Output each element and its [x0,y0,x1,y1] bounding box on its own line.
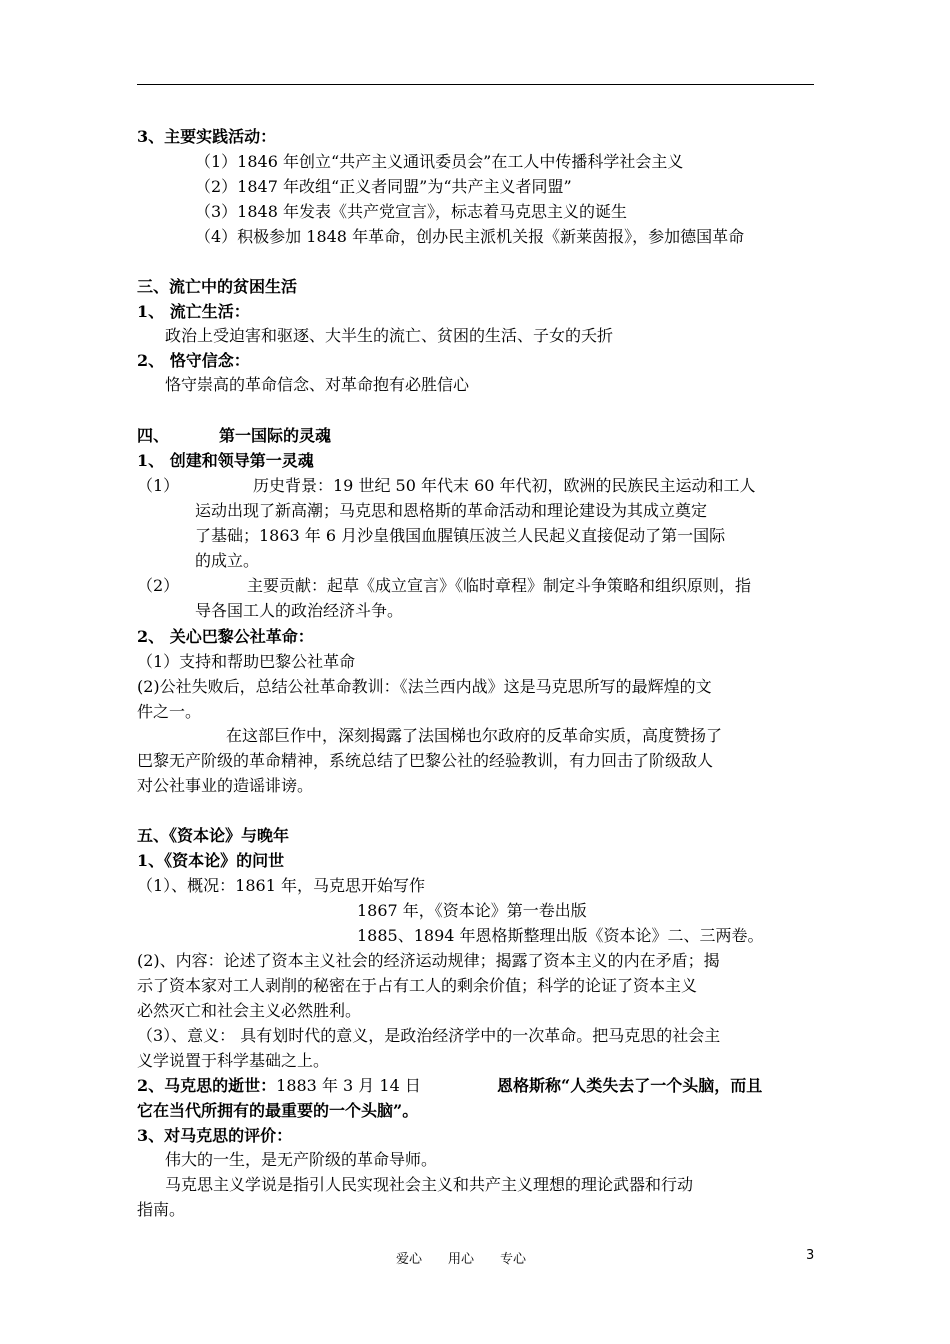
content-line-3: 必然灭亡和社会主义必然胜利。 [137,1001,362,1020]
death-heading: 2、马克思的逝世： [137,1076,277,1095]
paris-commune-heading: 2、 关心巴黎公社革命： [137,627,314,646]
practice-item-2: （2）1847 年改组“正义者同盟”为“共产主义者同盟” [195,177,572,196]
background-line-2: 运动出现了新高潮；马克思和恩格斯的革命活动和理论建设为其成立奠定 [195,501,708,520]
civil-war-para-line-2: 巴黎无产阶级的革命精神，系统总结了巴黎公社的经验教训，有力回击了阶级敌人 [137,751,714,770]
background-line-1: 历史背景：19 世纪 50 年代末 60 年代初，欧洲的民族民主运动和工人 [253,476,756,495]
practice-item-3: （3）1848 年发表《共产党宣言》，标志着马克思主义的诞生 [195,202,627,221]
contribution-line-2: 导各国工人的政治经济斗争。 [195,601,404,620]
header-rule [137,84,814,85]
overview-line-2: 1867 年，《资本论》第一卷出版 [357,901,587,920]
section-4-title [137,424,331,448]
paris-lessons-line-2: 件之一。 [137,702,202,721]
significance-line-1: （3）、意义： 具有划时代的意义，是政治经济学中的一次革命。把马克思的社会主 [137,1026,721,1045]
engels-quote-line-1: 恩格斯称“人类失去了一个头脑，而且 [497,1076,763,1095]
evaluation-line-1: 伟大的一生，是无产阶级的革命导师。 [165,1150,438,1169]
section-3-title: 三、流亡中的贫困生活 [137,277,298,296]
practice-item-4: （4）积极参加 1848 年革命，创办民主派机关报《新莱茵报》，参加德国革命 [195,227,745,246]
contribution-number: （2） [137,576,180,595]
footer-motto: 爱心 用心 专心 [396,1252,527,1267]
section-4-number: 四、 [137,426,170,445]
evaluation-heading: 3、对马克思的评价： [137,1126,293,1145]
exile-life-heading: 1、 流亡生活： [137,302,250,321]
first-international-heading: 1、 创建和领导第一灵魂 [137,451,314,470]
background-line-3: 了基础；1863 年 6 月沙皇俄国血腥镇压波兰人民起义直接促动了第一国际 [195,526,726,545]
civil-war-para-line-1: 在这部巨作中，深刻揭露了法国梯也尔政府的反革命实质，高度赞扬了 [226,726,723,745]
paris-lessons-line-1: (2)公社失败后，总结公社革命教训：《法兰西内战》这是马克思所写的最辉煌的文 [137,677,712,696]
significance-line-2: 义学说置于科学基础之上。 [137,1051,330,1070]
engels-quote-line-2: 它在当代所拥有的最重要的一个头脑”。 [137,1101,419,1120]
section-5-title: 五、《资本论》与晚年 [137,826,290,845]
belief-heading: 2、 恪守信念： [137,351,250,370]
evaluation-line-3: 指南。 [137,1200,186,1219]
practice-item-1: （1）1846 年创立“共产主义通讯委员会”在工人中传播科学社会主义 [195,152,684,171]
capital-heading: 1、《资本论》的问世 [137,851,285,870]
civil-war-para-line-3: 对公社事业的造谣诽谤。 [137,776,314,795]
content-line-2: 示了资本家对工人剥削的秘密在于占有工人的剩余价值；科学的论证了资本主义 [137,976,698,995]
evaluation-line-2: 马克思主义学说是指引人民实现社会主义和共产主义理想的理论武器和行动 [165,1175,694,1194]
paris-support: （1）支持和帮助巴黎公社革命 [137,652,356,671]
overview-line-3: 1885、1894 年恩格斯整理出版《资本论》二、三两卷。 [357,926,764,945]
contribution-line-1: 主要贡献：起草《成立宣言》《临时章程》制定斗争策略和组织原则，指 [247,576,752,595]
section-4-text: 第一国际的灵魂 [219,426,332,445]
content-line-1: (2)、内容：论述了资本主义社会的经济运动规律；揭露了资本主义的内在矛盾；揭 [137,951,720,970]
belief-text: 恪守崇高的革命信念、对革命抱有必胜信心 [165,375,470,394]
death-date: 1883 年 3 月 14 日 [276,1076,421,1095]
page-number: 3 [806,1248,815,1263]
background-number: （1） [137,476,180,495]
death-line-1 [137,1074,421,1098]
exile-life-text: 政治上受迫害和驱逐、大半生的流亡、贫困的生活、子女的夭折 [165,326,614,345]
background-line-4: 的成立。 [195,551,260,570]
practice-heading: 3、主要实践活动： [137,127,277,146]
overview-line-1: （1）、概况：1861 年，马克思开始写作 [137,876,425,895]
